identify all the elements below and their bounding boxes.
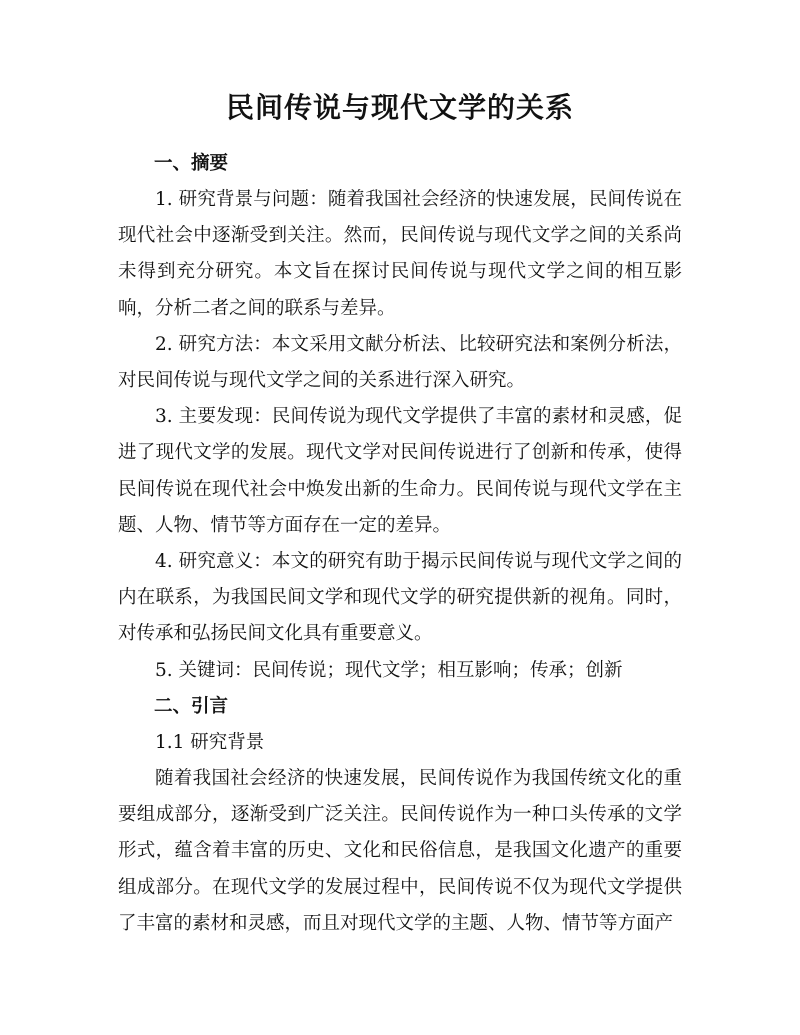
- intro-sub-heading: 1.1 研究背景: [155, 731, 265, 753]
- abstract-heading: 一、摘要: [154, 153, 229, 174]
- intro-paragraph: 随着我国社会经济的快速发展，民间传说作为我国传统文化的重要组成部分，逐渐受到广泛关注。民间传说作为一种口头传承的文学形式，蕴含着丰富的历史、文化和民俗信息，是我国文化遗产的重要组成部分。在现代文学的发展过程中，民间传说不仅为现代文学提供了丰富的素材和灵感，而且对现代文学的主题、人物、情节等方面产: [118, 768, 682, 934]
- abstract-item-findings: 3. 主要发现：民间传说为现代文学提供了丰富的素材和灵感，促进了现代文学的发展。现代文学对民间传说进行了创新和传承，使得民间传说在现代社会中焕发出新的生命力。民间传说与现代文学在主题、人物、情节等方面存在一定的差异。: [118, 406, 682, 536]
- intro-heading: 二、引言: [154, 695, 229, 717]
- abstract-item-significance: 4. 研究意义：本文的研究有助于揭示民间传说与现代文学之间的内在联系，为我国民间文学和现代文学的研究提供新的视角。同时，对传承和弘扬民间文化具有重要意义。: [118, 551, 682, 645]
- abstract-item-keywords: 5. 关键词：民间传说；现代文学；相互影响；传承；创新: [155, 659, 623, 681]
- document-title: 民间传说与现代文学的关系: [225, 91, 574, 124]
- abstract-item-methods: 2. 研究方法：本文采用文献分析法、比较研究法和案例分析法，对民间传说与现代文学之间的关系进行深入研究。: [118, 333, 682, 392]
- abstract-item-background: 1. 研究背景与问题：随着我国社会经济的快速发展，民间传说在现代社会中逐渐受到关注。然而，民间传说与现代文学之间的关系尚未得到充分研究。本文旨在探讨民间传说与现代文学之间的相互影响，分析二者之间的联系与差异。: [118, 189, 682, 319]
